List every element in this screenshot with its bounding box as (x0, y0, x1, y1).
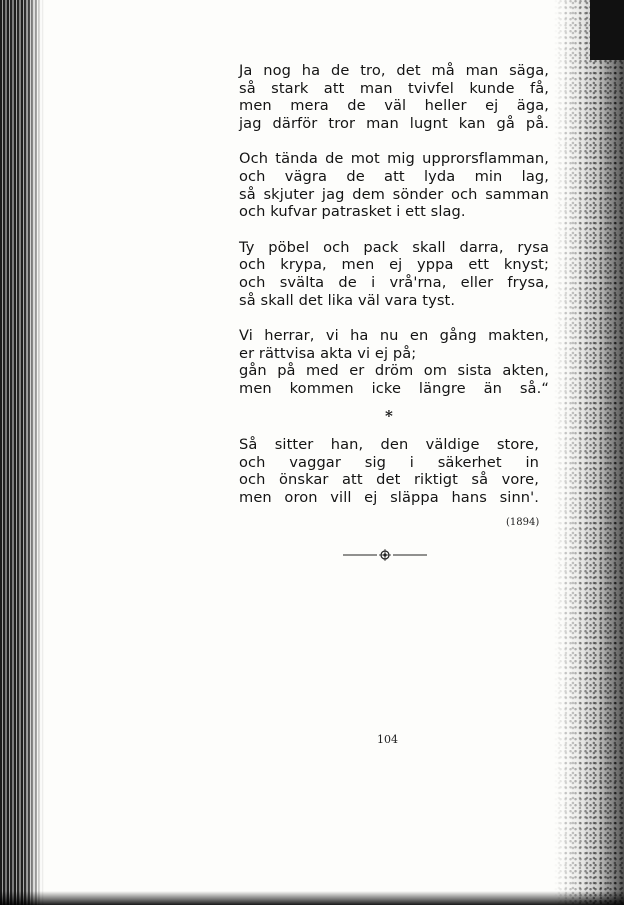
poem-line: och vaggar sig i säkerhet in (239, 453, 539, 471)
poem-line: och kufvar patrasket i ett slag. (239, 203, 466, 221)
poem-line: och vägra de att lyda min lag, (239, 167, 549, 185)
stanza-2 (239, 150, 549, 220)
poem-line: så skjuter jag dem sönder och samman (239, 185, 549, 203)
poem-line: Och tända de mot mig upprorsflamman, (239, 150, 549, 168)
poem-line: Ja nog ha de tro, det må man säga, (239, 62, 549, 79)
binding-shadow-left (0, 0, 44, 905)
poem-line: jag därför tror man lugnt kan gå på. (239, 114, 549, 132)
page-edge-right (554, 0, 624, 905)
page-edge-bottom (0, 891, 624, 905)
poem-line: och önskar att det riktigt så vore, (239, 471, 539, 489)
stanza-3 (239, 239, 549, 309)
poem-line: Ty pöbel och pack skall darra, rysa (239, 238, 549, 256)
poem-body (239, 62, 549, 506)
poem-line: så skall det lika väl vara tyst. (239, 291, 456, 309)
stanza-1 (239, 62, 549, 132)
poem-line: men mera de väl heller ej äga, (239, 97, 549, 115)
poem-line: er rättvisa akta vi ej på; (239, 344, 417, 362)
poem-line: Så sitter han, den väldige store, (239, 436, 539, 453)
poem-line: Vi herrar, vi ha nu en gång makten, (239, 327, 549, 345)
stanza-4 (239, 327, 549, 397)
page-number: 104 (377, 733, 398, 746)
poem-line: och svälta de i vrå'rna, eller frysa, (239, 273, 549, 291)
poem-line: gån på med er dröm om sista akten, (239, 362, 549, 380)
section-separator: * (385, 407, 393, 425)
poem-year: (1894) (506, 517, 540, 528)
poem-line: men kommen icke längre än så.“ (239, 379, 549, 397)
poem-line: så stark att man tvivfel kunde få, (239, 79, 549, 97)
poem-line: men oron vill ej släppa hans sinn'. (239, 488, 539, 506)
page-corner-shadow (590, 0, 624, 60)
ornament-divider-icon (343, 548, 427, 562)
poem-line: och krypa, men ej yppa ett knyst; (239, 256, 549, 274)
stanza-5 (239, 436, 539, 506)
